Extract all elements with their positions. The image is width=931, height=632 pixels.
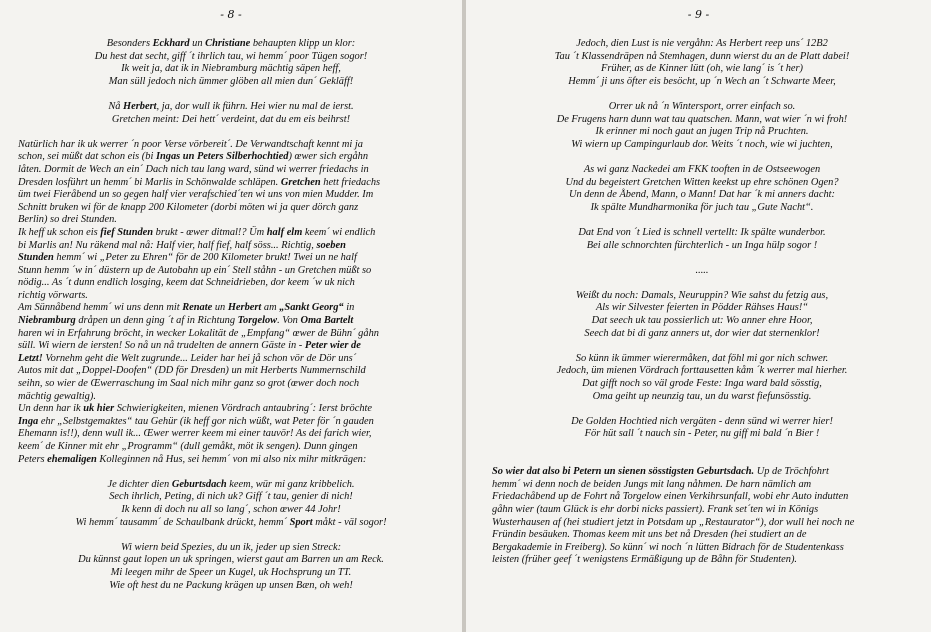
bold-text-segment: Herbert [227,302,262,314]
text-line [492,391,912,404]
text-line [18,265,444,278]
text-segment: Am Sünnåbend hemm´ wi uns denn mit [18,302,183,314]
paragraph-spacer [492,454,912,467]
text-segment: Dresden losführt un hemm´ bi Marlis in Schönwalde schläpen. [18,176,281,188]
text-line [18,240,444,253]
text-line [18,302,444,315]
verse-stanza [492,353,912,403]
text-line [18,252,444,265]
text-segment: ehr „Selbstgemaktes“ tau Gehür (ik heff gor nich wüßt, wat Peter för ´n gauden [38,415,374,427]
text-segment: richtig vörwarts. [18,289,88,301]
bold-text-segment: Torgelow [237,315,278,327]
verse-stanza [492,38,912,88]
bold-text-segment: Christiane [205,38,251,49]
page-left [0,0,462,632]
text-segment: De Frugens harn dunn wat tau quatschen. Mann, wat wier ´n wi froh! [556,113,848,125]
text-line [492,479,912,492]
text-segment: Du künnst gaut lopen un uk springen, wierst gaut am Barren un am Reck. [78,554,384,566]
text-line [18,391,444,404]
text-segment: Du hest dat secht, giff ´t ihrlich tau, wi hemm´ poor Tügen sogor! [94,50,368,62]
text-segment: Friedachåbend up de Fohrt nå Torgelow einen Verkihrsunfall, wobi ehr Auto indutten [492,491,849,503]
text-line [492,529,912,542]
text-line [18,114,444,127]
text-line [492,227,912,240]
text-segment: Schwierigkeiten, mienen Vördrach antaubring´: Ierst bröchte [114,403,373,415]
text-line [492,114,912,127]
text-line [492,554,912,567]
text-line [492,240,912,253]
text-line [492,466,912,479]
text-segment: Tau ´t Klassendräpen nå Stemhagen, dunn wierst du an de Platt dabei! [554,50,850,62]
text-segment: As wi ganz Nackedei am FKK tooften in de Ostseewogen [583,163,821,175]
text-line [18,567,444,580]
text-line [18,189,444,202]
text-segment: Sech ihrlich, Peting, di nich uk? Giff ´t tau, genier di nich! [109,491,353,503]
text-segment: Und du begeistert Gretchen Witten keekst up ehre schönen Ogen? [565,176,839,188]
text-segment: ..... [695,264,709,276]
text-segment: Natürlich har ik uk werrer ´n poor Verse vörbereit´. De Verwandtschaft kennt mi ja [18,138,363,150]
text-segment: , ja, dor wull ik führn. Hei wier nu mal de ierst. [156,100,354,112]
text-segment: Up de Tröchfohrt [754,466,829,478]
bold-text-segment: Stunden [18,252,54,264]
text-segment: Kolleginnen nå Hus, sei hemm´ von mi also nix mihr mitkrägen: [96,453,367,465]
verse-stanza [18,101,444,126]
text-line [492,517,912,530]
text-segment: Wusterhausen af (hei studiert jetzt in Potsdam up „Restaurator“), dor wull hei noch ne [492,516,855,528]
text-line [18,403,444,416]
verse-stanza [492,416,912,441]
text-segment: in [343,302,355,314]
prose-paragraph [18,139,444,466]
text-line [18,428,444,441]
text-segment: Un denn har ik [18,403,84,415]
text-segment: För hüt sall ´t nauch sin - Peter, nu giff mi bald ´n Bier ! [584,428,820,440]
text-line [492,365,912,378]
bold-text-segment: soeben [316,239,346,251]
page-number: - 8 - [220,8,242,21]
text-segment: behaupten klipp un klor: [250,38,356,49]
text-segment: Früher, as de Kinner lütt (oh, wie lang´ is ´t her) [600,63,804,75]
text-segment: Ik spälte Mundharmonika för juch tau „Gute Nacht“. [590,201,814,213]
text-segment: dråpen un denn ging ´t af in Richtung [75,315,238,327]
text-segment: Wi wiern beid Spezies, du un ik, jeder up sien Streck: [120,541,342,553]
text-line [18,177,444,190]
text-line [492,378,912,391]
text-line [18,504,444,517]
text-line [18,63,444,76]
text-line [492,416,912,429]
text-line [492,51,912,64]
text-segment: keem, wür mi ganz kribbelich. [226,478,355,490]
text-line [18,101,444,114]
verse-stanza [492,227,912,252]
bold-text-segment: fief Stunden [100,226,154,238]
text-line [18,454,444,467]
text-segment: Ehemann is!!), denn wull ik... Œwer werrer keem mi einer tauvör! As dei farich wier, [18,428,372,440]
verse-stanza [492,164,912,214]
text-segment: Weißt du noch: Damals, Neuruppin? Wie sahst du fetzig aus, [575,289,829,301]
text-segment: keem´ de Kinner mit ehr „Programm“ (dull gemåkt, möt ik sengen). Dunn gingen [18,441,358,452]
verse-stanza [18,479,444,529]
text-segment: Nå [108,100,124,112]
text-segment: Dat gifft noch so väl grode Feste: Inga ward bald sösstig, [582,378,822,390]
text-segment: Jedoch, üm mienen Vördrach forttausetten kåm ´k werrer mal hierher. [556,365,848,377]
bold-text-segment: Herbert [123,100,157,112]
text-segment: Besonders [106,38,153,49]
bold-text-segment: Eckhard [152,38,190,49]
text-segment: Ik erinner mi noch gaut an jugen Trip nå Pruchten. [595,126,809,138]
text-segment: Vornehm geht die Welt zugrunde... Leider har hei jå schon vör de Dör uns´ [42,352,357,364]
text-segment: De Golden Hochtied nich vergäten - denn sünd wi werrer hier! [571,415,833,427]
text-line [492,542,912,555]
verse-stanza [492,101,912,151]
page-number: - 9 - [687,8,710,21]
page-right [466,0,931,632]
text-line [18,151,444,164]
text-segment: schon, sei müßt dat schon eis (bi [18,151,156,163]
text-line [18,441,444,454]
text-segment: Ik heff uk schon eis [18,226,101,238]
verse-stanza [18,38,444,88]
bold-text-segment: Sport [289,516,313,528]
text-line [492,315,912,328]
bold-text-segment: uk hier [83,403,115,415]
bold-text-segment: Peter wier de [304,340,361,352]
text-segment: Jedoch, dien Lust is nie vergåhn: As Herbert reep uns´ 12B2 [576,38,828,49]
text-segment: Wi hemm´ tausamm´ de Schaulbank drückt, hemm´ [75,516,290,528]
text-line [18,290,444,303]
text-segment: So künn ik ümmer wierermåken, dat föhl mi gor nich schwer. [575,352,829,364]
text-line [18,365,444,378]
bold-text-segment: Ingas un Peters Silberhochtied [155,151,289,163]
text-line [492,101,912,114]
text-line [18,277,444,290]
text-line [18,479,444,492]
text-line [492,139,912,152]
text-column [18,38,444,605]
text-line [18,517,444,530]
bold-text-segment: Letzt! [18,352,43,364]
text-segment: Mi leegen mihr de Speer un Kugel, uk Hochsprung un TT. [110,566,352,578]
bold-text-segment: Oma Bartelt [300,315,354,327]
text-line [492,491,912,504]
verse-stanza [492,265,912,278]
text-line [492,504,912,517]
prose-paragraph [492,466,912,567]
text-line [492,189,912,202]
bold-text-segment: ehemaligen [47,453,97,465]
text-segment: Wi wiern up Campingurlaub dor. Weits ´t noch, wie wi juchten, [571,138,833,150]
text-segment: nödig... As ´t dunn endlich losging, keem dat Schneidrieben, dor keem ´w uk nich [18,277,355,289]
text-column [492,38,912,580]
text-segment: måkt - väl sogor! [312,516,387,528]
text-line [492,353,912,366]
text-segment: üm twei Fieråbend un so gegen half vier verafschied´ten wi uns von mien Mudder. Im [18,189,374,201]
text-line [18,214,444,227]
bold-text-segment: Inga [18,415,39,427]
text-line [492,164,912,177]
text-line [492,38,912,51]
text-segment: Hemm´ ji uns öfter eis besöcht, up ´n Wech an ´t Schwarte Meer, [568,75,836,87]
text-segment: . Von [277,315,301,327]
text-segment: Dat seech uk tau possierlich ut: Wo anner ehre Hoor, [591,315,813,327]
text-segment: Schnitt bruken wi för de knapp 200 Kilometer (dorbi möten wi ja quer dörch ganz [18,201,359,213]
text-segment: Bergakademie in Freiberg). So künn´ wi noch ´n lütten Bidrach för de Studentenkass [492,541,844,553]
text-segment: Stunn hemm ´w in´ düstern up de Autobahn up ein´ Stell ståhn - un Gretchen müßt so [18,264,372,276]
text-segment: Gretchen meint: Dei hett´ verdeint, dat du em eis beihrst! [111,113,351,125]
bold-text-segment: Renate [182,302,213,314]
text-segment: Ik kenn di doch nu all so lang´, schon œwer 44 Johr! [121,503,341,515]
text-segment: leisten (früher geef ´t wenigstens Ermäßigung up de Båhn för Studenten). [492,554,798,566]
text-segment: Ik weit ja, dat ik in Niebramburg mächtig säpen heff, [121,63,341,75]
bold-text-segment: Geburtsdach [171,478,227,490]
text-line [492,126,912,139]
text-line [492,177,912,190]
text-segment: Wie oft hest du ne Packung krägen up unsen Bæn, oh weh! [109,579,353,591]
text-line [492,428,912,441]
text-segment: keem´ wi endlich [302,226,376,238]
text-segment: Seech dat bi di ganz anners ut, dor wier dat sternenklor! [584,327,820,339]
text-line [18,315,444,328]
text-segment: bi Marlis an! Nu räkend mal nå: Half vier, half fief, half söss... Richtig, [18,239,317,251]
bold-text-segment: Niebramburg [18,315,76,327]
text-line [18,328,444,341]
text-segment: Berlin) so drei Stunden. [18,214,117,226]
text-segment: brukt - œwer ditmal!? Üm [153,226,267,238]
text-segment: süll. Wi wiern de iersten! So nå un nå trudelten de annern Gäste in - [18,340,305,352]
text-line [18,416,444,429]
text-segment: Bei alle schnorchten fürchterlich - un Inga hülp sogor ! [586,239,818,251]
text-line [18,340,444,353]
text-segment: ) œwer sich ergåhn [288,151,369,163]
verse-stanza [18,542,444,592]
verse-stanza [492,290,912,340]
text-line [18,51,444,64]
bold-text-segment: So wier dat also bi Petern un sienen sösstigsten Geburtsdach. [492,466,755,478]
text-segment: un [212,302,228,314]
text-segment: gåhn wier (taum Glück is ehr dorbi nicks passiert). Frank set´ten wi in Königs [492,503,819,515]
text-segment: mächtig gewaltig). [18,390,96,402]
text-segment: Fründin besäuken. Thomas keem mit uns bet nå Dresden (hei studiert an de [492,529,807,541]
text-segment: Orrer uk nå ´n Wintersport, orrer einfach so. [608,100,796,112]
bold-text-segment: Gretchen [280,176,321,188]
text-segment: Peters [18,453,48,465]
text-line [492,76,912,89]
text-line [18,227,444,240]
text-segment: seihn, so wier de Œwerraschung im Saal nich mihr ganz so grot (œwer doch noch [18,378,360,390]
text-line [18,76,444,89]
bold-text-segment: „Sankt Georg“ [279,302,344,314]
text-segment: Oma geiht up neunzig tau, un du warst fiefunsösstig. [592,390,812,402]
text-segment: haren wi in Erfahrung bröcht, in wecker Lokalität de „Empfang“ œwer de Bühn´ gåhn [18,327,379,339]
text-line [18,353,444,366]
text-line [18,542,444,555]
text-line [18,378,444,391]
text-line [18,139,444,152]
text-segment: Un denn de Åbend, Mann, o Mann! Dat har ´k mi anners dacht: [568,189,836,201]
text-line [18,580,444,593]
text-segment: Dat End von ´t Lied is schnell vertellt: Ik spälte wunderbor. [578,226,826,238]
text-line [492,328,912,341]
text-line [492,265,912,278]
text-segment: låten. Dormit de Wech an ein´ Dach nich tau lang ward, sünd wi werrer friedachs in [18,163,369,175]
text-segment: hemm´ wi „Peter zu Ehren“ för de 200 Kilometer brukt! Twei un ne half [53,252,357,264]
text-segment: Als wir Silvester feierten in Pödder Rähses Haus!“ [595,302,809,314]
text-segment: hett friedachs [320,176,381,188]
text-segment: Autos mit dat „Doppel-Doofen“ (DD för Dresden) un mit Herberts Nummernschild [18,365,366,377]
text-line [18,554,444,567]
text-segment: Je dichter dien [107,478,172,490]
text-line [18,491,444,504]
text-line [18,202,444,215]
text-segment: hemm´ wi denn noch de beiden Jungs mit lang nåhmen. De harn nämlich am [492,478,812,490]
bold-text-segment: half elm [266,226,303,238]
text-line [492,202,912,215]
text-segment: am [261,302,280,314]
text-line [18,164,444,177]
text-segment: Man süll jedoch nich ümmer glöben all mien dun´ Gekläff! [108,75,354,87]
text-line [492,302,912,315]
text-line [492,63,912,76]
text-line [18,38,444,51]
text-line [492,290,912,303]
text-segment: un [189,38,206,49]
